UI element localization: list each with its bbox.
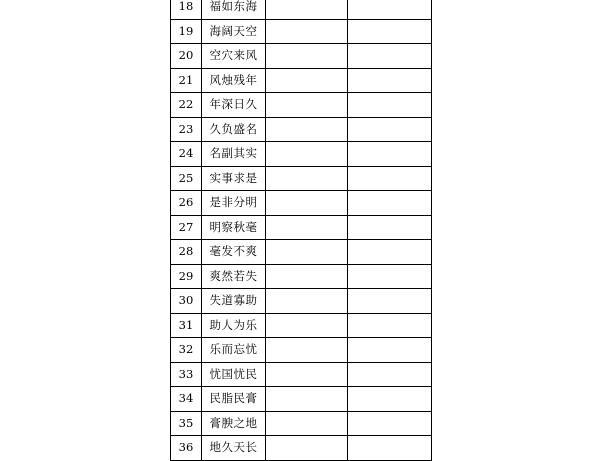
blank-cell: [348, 215, 432, 240]
idiom-cell: 失道寡助: [202, 289, 266, 314]
blank-cell: [266, 362, 348, 387]
idiom-cell: 名副其实: [202, 142, 266, 167]
blank-cell: [348, 264, 432, 289]
row-number: 27: [171, 215, 202, 240]
idiom-cell: 乐而忘忧: [202, 338, 266, 363]
table-row: [171, 313, 432, 338]
table-row: [171, 215, 432, 240]
idiom-cell: 膏腴之地: [202, 411, 266, 436]
blank-cell: [266, 68, 348, 93]
row-number: 19: [171, 19, 202, 44]
idiom-cell: 助人为乐: [202, 313, 266, 338]
blank-cell: [266, 338, 348, 363]
table-body: [171, 0, 432, 460]
blank-cell: [348, 313, 432, 338]
blank-cell: [348, 362, 432, 387]
row-number: 26: [171, 191, 202, 216]
table-row: [171, 93, 432, 118]
row-number: 30: [171, 289, 202, 314]
row-number: 21: [171, 68, 202, 93]
idiom-cell: 福如东海: [202, 0, 266, 19]
table-row: [171, 19, 432, 44]
row-number: 33: [171, 362, 202, 387]
idiom-cell: 风烛残年: [202, 68, 266, 93]
row-number: 35: [171, 411, 202, 436]
table-row: [171, 191, 432, 216]
blank-cell: [348, 0, 432, 19]
table-row: [171, 436, 432, 461]
idiom-chain-table: [170, 0, 432, 461]
blank-cell: [348, 411, 432, 436]
blank-cell: [348, 289, 432, 314]
blank-cell: [348, 240, 432, 265]
blank-cell: [348, 117, 432, 142]
blank-cell: [266, 166, 348, 191]
blank-cell: [348, 387, 432, 412]
row-number: 28: [171, 240, 202, 265]
row-number: 36: [171, 436, 202, 461]
idiom-cell: 久负盛名: [202, 117, 266, 142]
blank-cell: [266, 289, 348, 314]
row-number: 25: [171, 166, 202, 191]
row-number: 31: [171, 313, 202, 338]
row-number: 22: [171, 93, 202, 118]
blank-cell: [266, 411, 348, 436]
idiom-cell: 忧国忧民: [202, 362, 266, 387]
table-row: [171, 166, 432, 191]
blank-cell: [348, 338, 432, 363]
blank-cell: [266, 264, 348, 289]
table-row: [171, 44, 432, 69]
table-row: [171, 289, 432, 314]
table-row: [171, 142, 432, 167]
idiom-cell: 空穴来风: [202, 44, 266, 69]
row-number: 20: [171, 44, 202, 69]
table-row: [171, 264, 432, 289]
blank-cell: [266, 44, 348, 69]
idiom-cell: 实事求是: [202, 166, 266, 191]
blank-cell: [266, 0, 348, 19]
idiom-cell: 海阔天空: [202, 19, 266, 44]
blank-cell: [266, 117, 348, 142]
row-number: 32: [171, 338, 202, 363]
row-number: 18: [171, 0, 202, 19]
blank-cell: [348, 191, 432, 216]
idiom-cell: 年深日久: [202, 93, 266, 118]
idiom-cell: 地久天长: [202, 436, 266, 461]
blank-cell: [348, 93, 432, 118]
blank-cell: [266, 19, 348, 44]
blank-cell: [266, 240, 348, 265]
blank-cell: [348, 44, 432, 69]
blank-cell: [348, 436, 432, 461]
blank-cell: [266, 191, 348, 216]
row-number: 23: [171, 117, 202, 142]
table-row: [171, 411, 432, 436]
row-number: 29: [171, 264, 202, 289]
blank-cell: [348, 68, 432, 93]
row-number: 34: [171, 387, 202, 412]
blank-cell: [266, 313, 348, 338]
blank-cell: [348, 142, 432, 167]
blank-cell: [266, 387, 348, 412]
blank-cell: [266, 93, 348, 118]
idiom-cell: 民脂民膏: [202, 387, 266, 412]
blank-cell: [348, 19, 432, 44]
table-row: [171, 68, 432, 93]
idiom-cell: 明察秋毫: [202, 215, 266, 240]
table-row: [171, 0, 432, 19]
table-row: [171, 117, 432, 142]
idiom-cell: 爽然若失: [202, 264, 266, 289]
table-row: [171, 362, 432, 387]
blank-cell: [348, 166, 432, 191]
row-number: 24: [171, 142, 202, 167]
blank-cell: [266, 436, 348, 461]
table-row: [171, 387, 432, 412]
table-row: [171, 240, 432, 265]
blank-cell: [266, 142, 348, 167]
table-row: [171, 338, 432, 363]
idiom-cell: 是非分明: [202, 191, 266, 216]
idiom-cell: 毫发不爽: [202, 240, 266, 265]
blank-cell: [266, 215, 348, 240]
